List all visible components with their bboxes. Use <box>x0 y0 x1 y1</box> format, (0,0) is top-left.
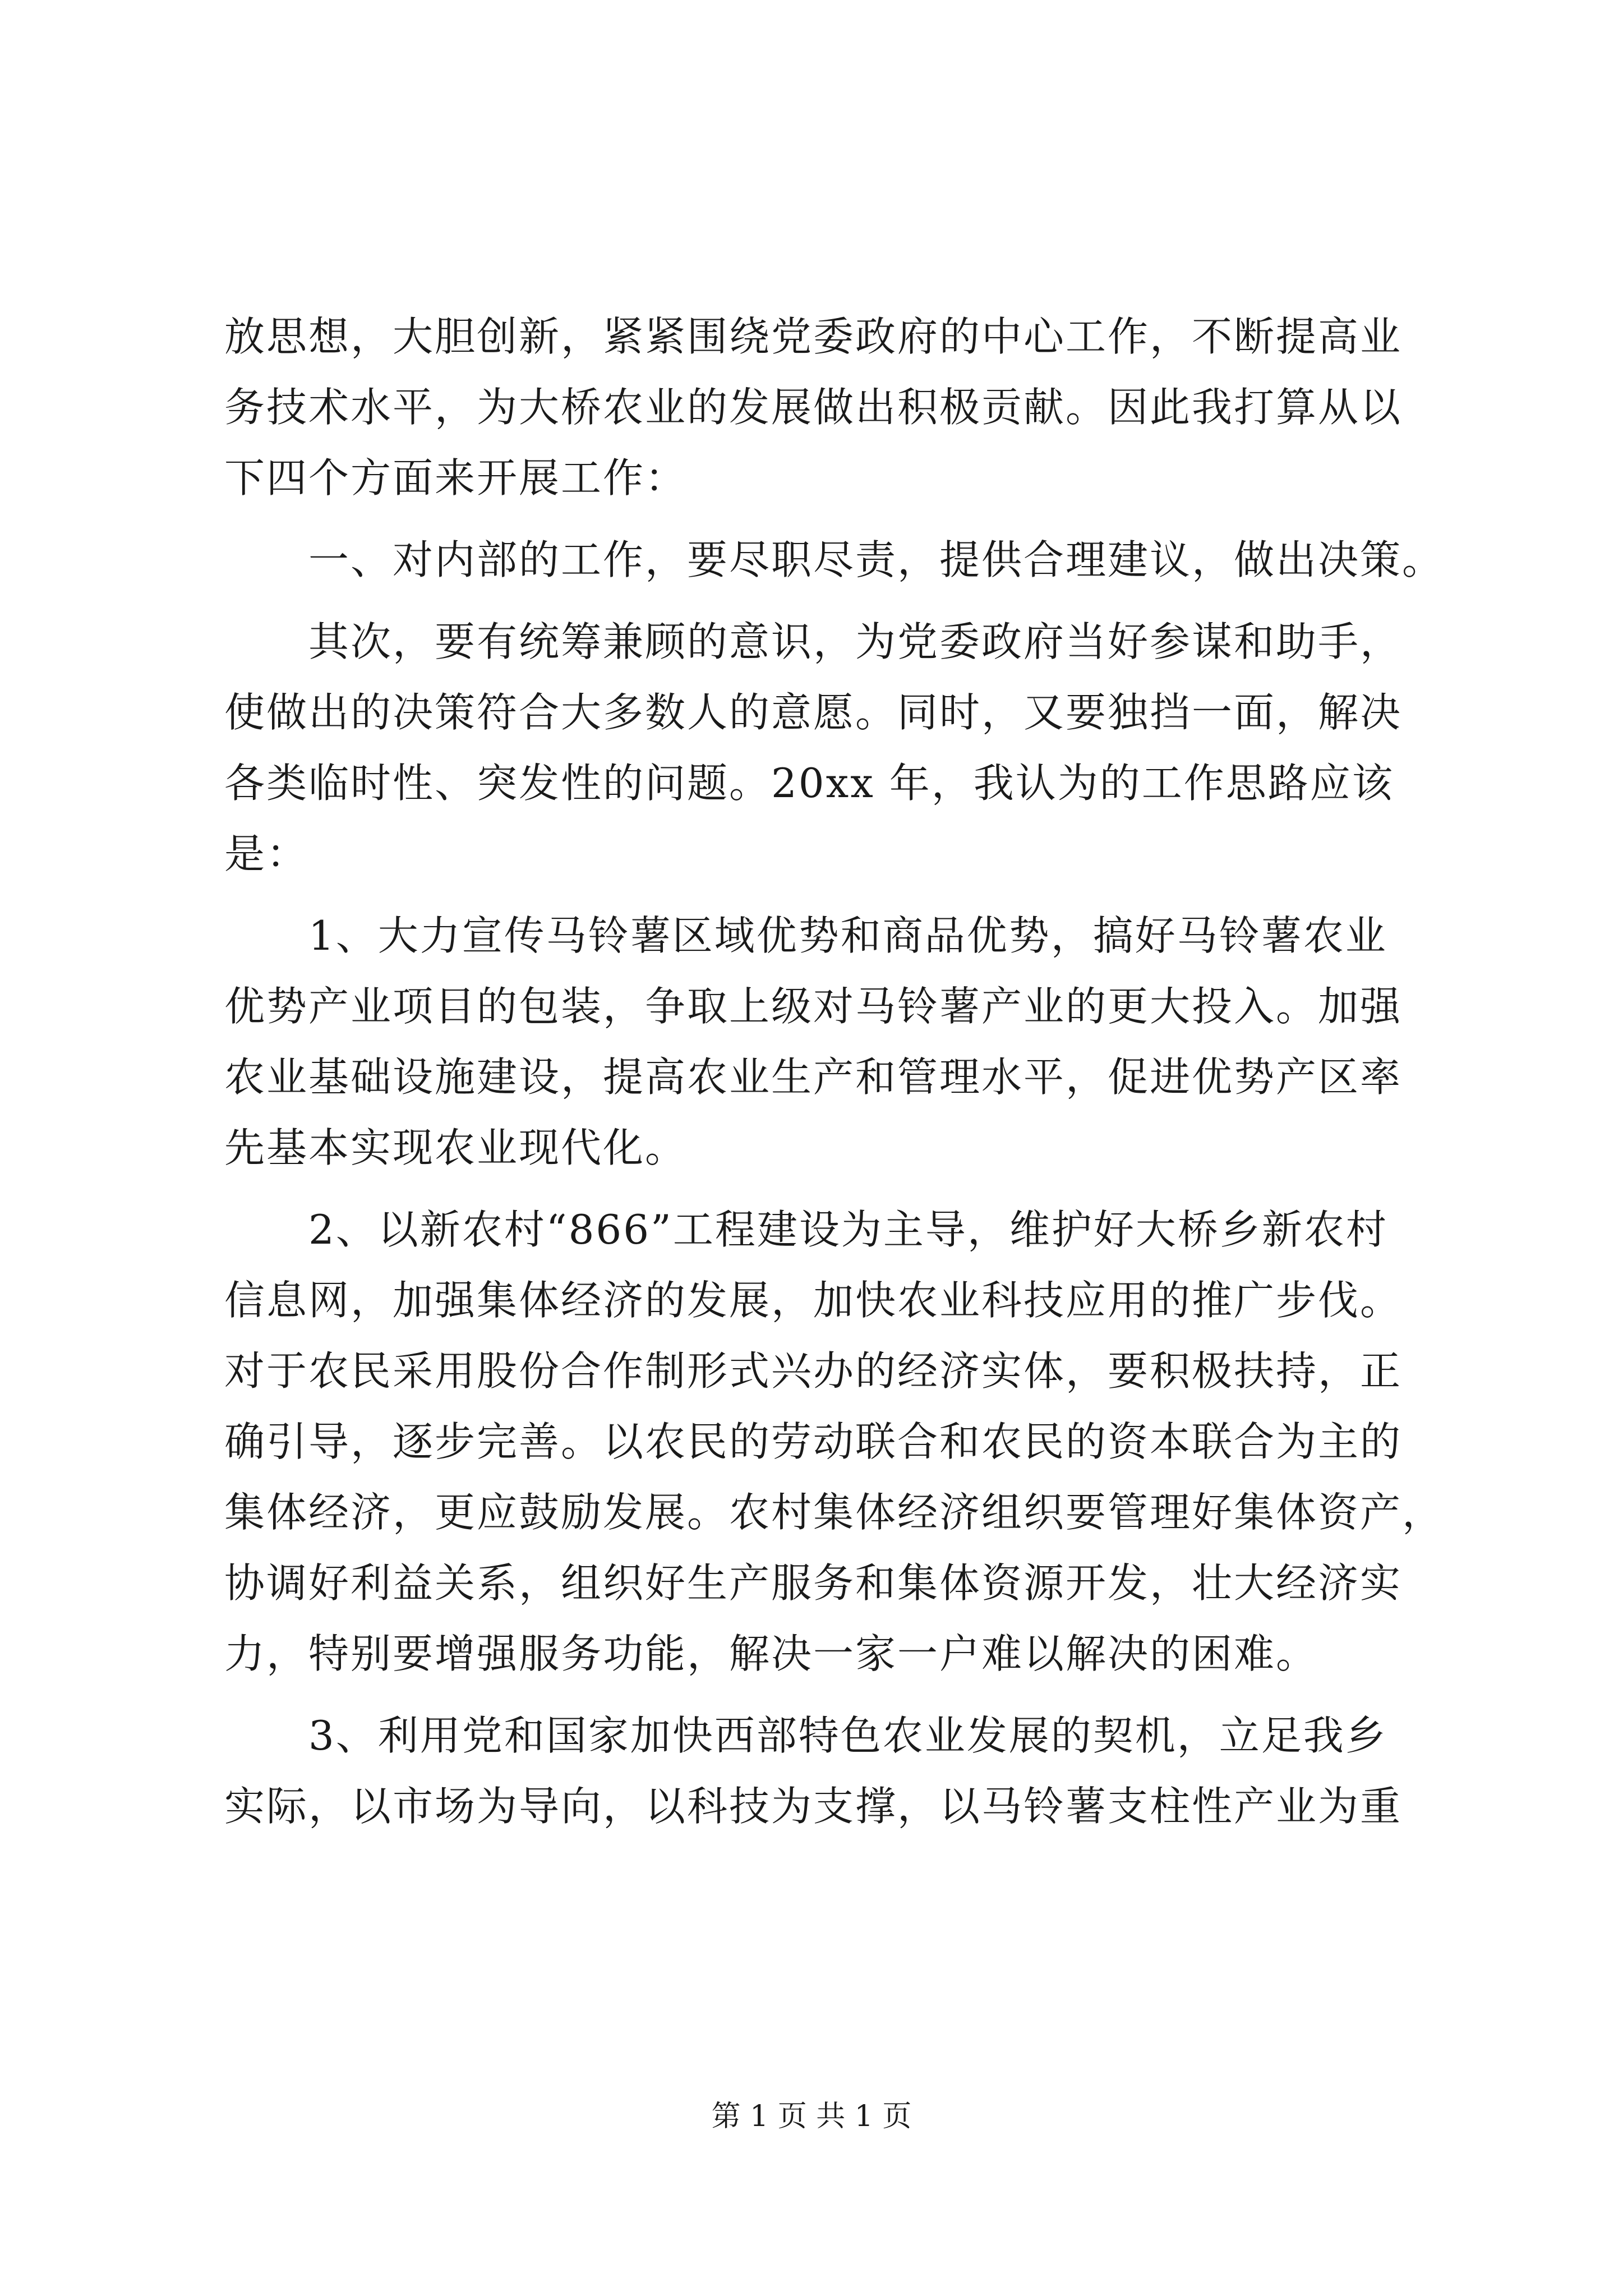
text-line: 确引导，逐步完善。以农民的劳动联合和农民的资本联合为主的 <box>224 1418 1403 1465</box>
text-line: 使做出的决策符合大多数人的意愿。同时，又要独挡一面，解决 <box>224 689 1403 736</box>
text-line: 对于农民采用股份合作制形式兴办的经济实体，要积极扶持，正 <box>224 1347 1403 1395</box>
text-line: 其次，要有统筹兼顾的意识，为党委政府当好参谋和助手， <box>224 618 1403 665</box>
text-line: 信息网，加强集体经济的发展，加快农业科技应用的推广步伐。 <box>224 1277 1403 1324</box>
text-line: 一、对内部的工作，要尽职尽责，提供合理建议，做出决策。 <box>224 536 1445 583</box>
text-line: 务技术水平，为大桥农业的发展做出积极贡献。因此我打算从以 <box>224 384 1403 431</box>
text-line: 是： <box>224 830 309 877</box>
text-line: 3、利用党和国家加快西部特色农业发展的契机，立足我乡 <box>224 1712 1387 1759</box>
page-number-footer: 第 1 页 共 1 页 <box>711 2100 912 2133</box>
text-line: 实际，以市场为导向，以科技为支撑，以马铃薯支柱性产业为重 <box>224 1783 1403 1830</box>
text-line: 放思想，大胆创新，紧紧围绕党委政府的中心工作，不断提高业 <box>224 313 1403 360</box>
text-line: 2、以新农村“866”工程建设为主导，维护好大桥乡新农村 <box>224 1206 1388 1253</box>
text-line: 下四个方面来开展工作： <box>224 454 688 501</box>
text-line: 优势产业项目的包装，争取上级对马铃薯产业的更大投入。加强 <box>224 983 1403 1030</box>
text-line: 力，特别要增强服务功能，解决一家一户难以解决的困难。 <box>224 1630 1318 1677</box>
text-line: 协调好利益关系，组织好生产服务和集体资源开发，壮大经济实 <box>224 1559 1403 1607</box>
text-line: 集体经济，更应鼓励发展。农村集体经济组织要管理好集体资产， <box>224 1489 1445 1536</box>
text-line: 1、大力宣传马铃薯区域优势和商品优势，搞好马铃薯农业 <box>224 912 1387 959</box>
text-line: 农业基础设施建设，提高农业生产和管理水平，促进优势产区率 <box>224 1053 1403 1101</box>
text-line: 先基本实现农业现代化。 <box>224 1124 688 1171</box>
text-line: 各类临时性、突发性的问题。20xx 年，我认为的工作思路应该 <box>224 760 1394 807</box>
